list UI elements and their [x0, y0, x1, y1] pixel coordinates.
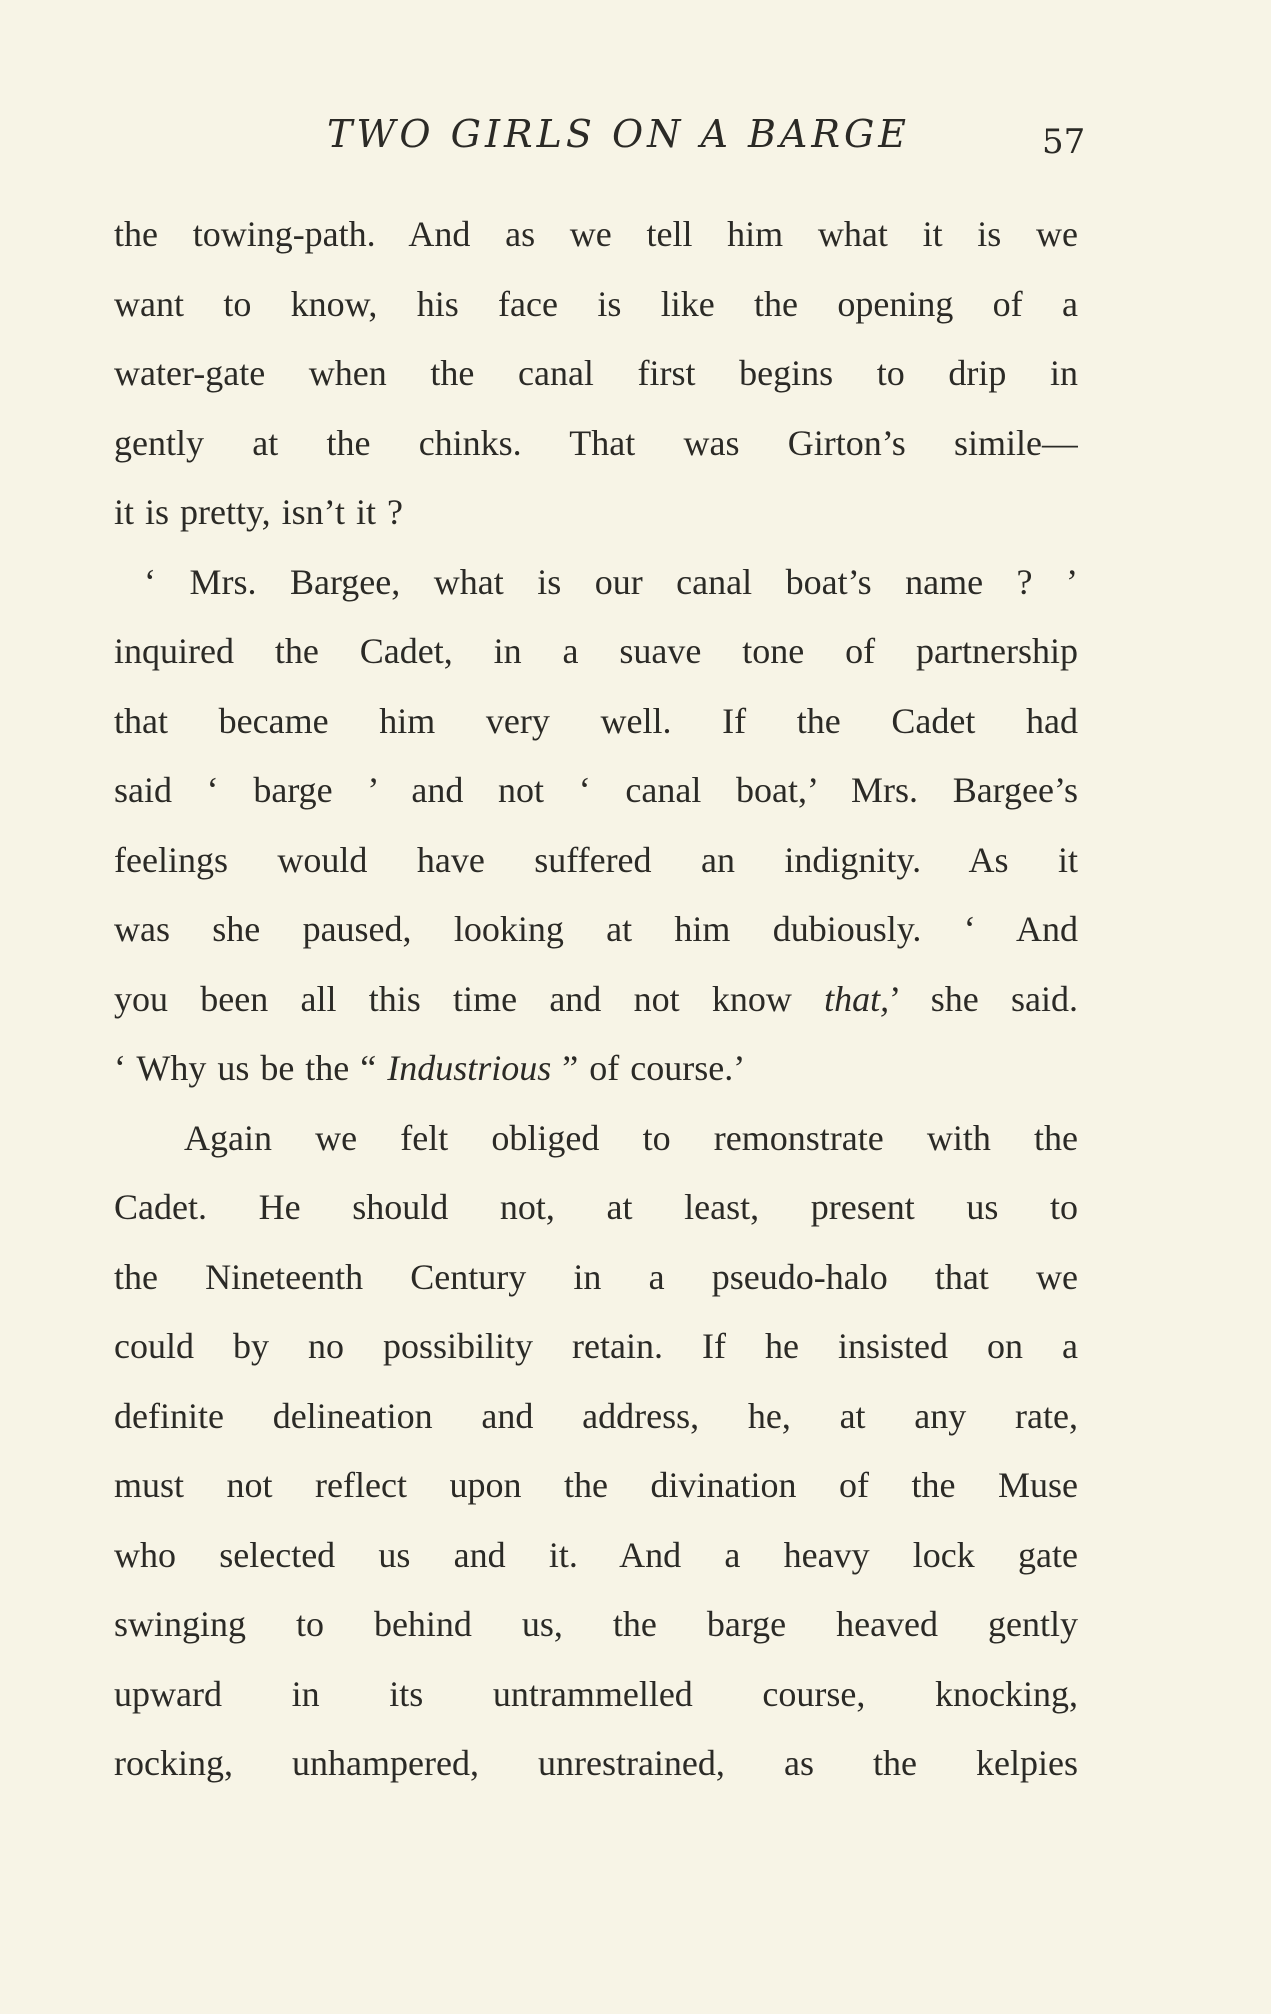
running-title: TWO GIRLS ON A BARGE	[327, 112, 911, 156]
text-line: the Nineteenth Century in a pseudo-halo that we	[114, 1256, 1078, 1297]
text-fragment: you been all this time and not know	[114, 978, 825, 1019]
text-fragment: ’ she said.	[889, 978, 1078, 1019]
text-line: water-gate when the canal first begins to drip in	[114, 353, 1078, 393]
text-line: must not reflect upon the divination of the Muse	[114, 1465, 1078, 1505]
text-line: Cadet. He should not, at least, present us to	[114, 1187, 1078, 1227]
text-line: Again we felt obliged to remonstrate with the	[184, 1117, 1078, 1158]
text-line: said ‘ barge ’ and not ‘ canal boat,’ Mrs. Bargee’s	[114, 770, 1078, 810]
text-line: definite delineation and address, he, at any rate,	[114, 1395, 1078, 1436]
text-line: swinging to behind us, the barge heaved gently	[114, 1604, 1078, 1644]
text-line: who selected us and it. And a heavy lock gate	[114, 1534, 1078, 1575]
text-line: want to know, his face is like the opening of a	[114, 283, 1078, 324]
text-fragment: ” of course.’	[551, 1048, 746, 1088]
text-line: the towing-path. And as we tell him what it is we	[114, 214, 1078, 254]
text-line: that became him very well. If the Cadet had	[114, 700, 1078, 741]
italic-word: that,	[824, 978, 890, 1019]
text-line: rocking, unhampered, unrestrained, as the kelpies	[114, 1743, 1078, 1783]
text-line: ‘ Mrs. Bargee, what is our canal boat’s name ? ’	[144, 561, 1078, 602]
body-text	[114, 200, 1078, 1799]
text-line: was she paused, looking at him dubiously. ‘ And	[114, 909, 1078, 949]
italic-word: Industrious	[387, 1048, 552, 1088]
text-line-italic	[114, 1034, 1078, 1104]
text-line: it is pretty, isn’t it ?	[114, 492, 403, 532]
running-head	[0, 112, 1271, 172]
text-fragment: ‘ Why us be the “	[114, 1048, 388, 1088]
text-line: upward in its untrammelled course, knocking,	[114, 1673, 1078, 1714]
page-number: 57	[1042, 122, 1086, 162]
text-line: gently at the chinks. That was Girton’s simile—	[114, 422, 1078, 463]
text-line: inquired the Cadet, in a suave tone of partnership	[114, 631, 1078, 671]
text-line-italic	[114, 965, 1078, 1035]
text-line: feelings would have suffered an indignity. As it	[114, 839, 1078, 880]
text-line: could by no possibility retain. If he insisted on a	[114, 1326, 1078, 1366]
